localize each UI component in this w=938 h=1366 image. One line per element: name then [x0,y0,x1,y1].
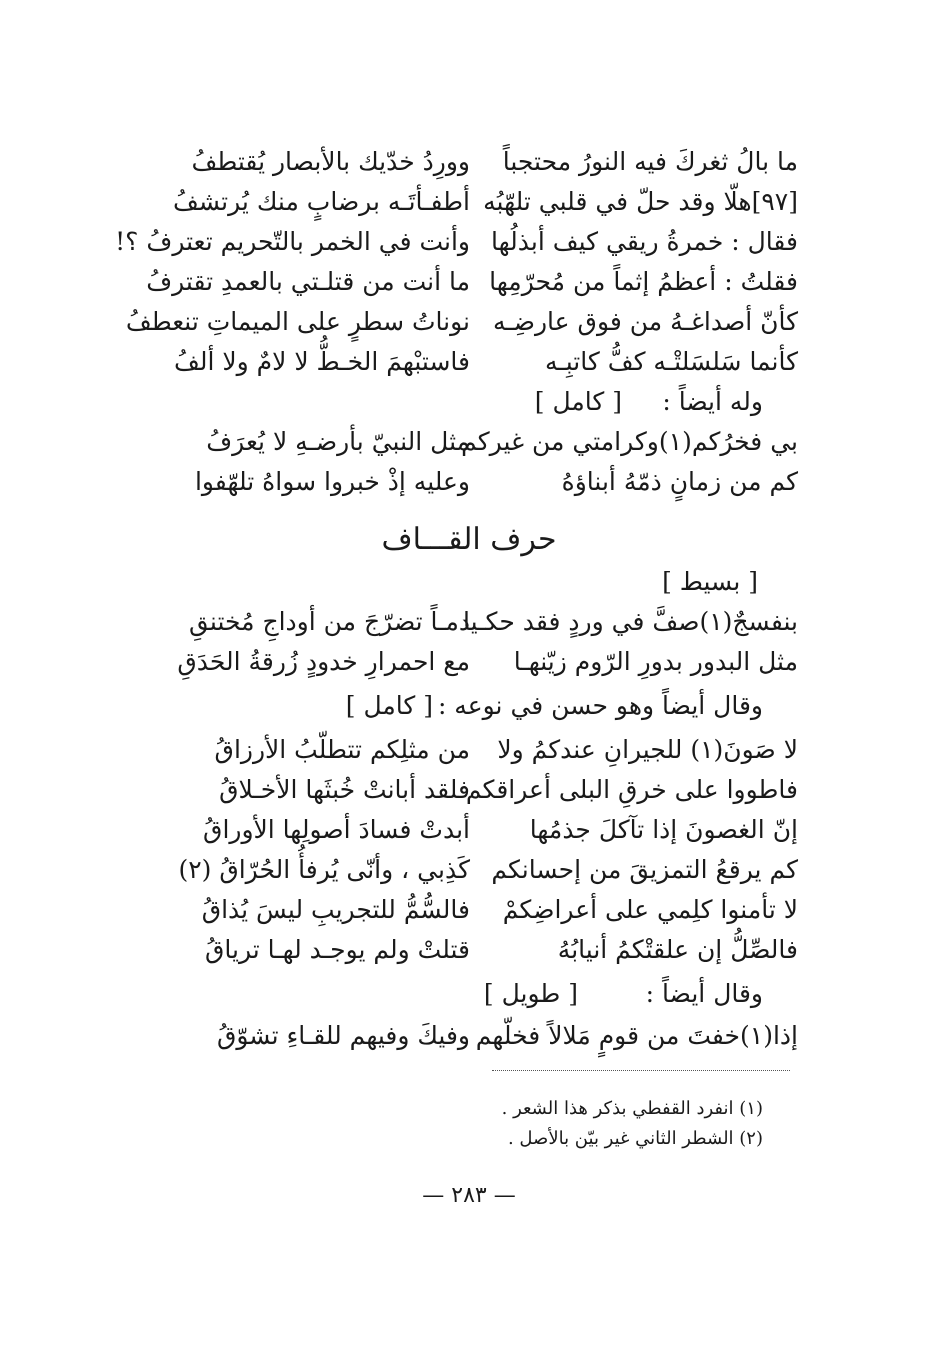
verse-hemistich-second: فاستبْهمَ الخـطُّ لا لامٌ ولا ألفُ [173,347,470,376]
footnote-divider [492,1070,790,1071]
intro-text: وله أيضاً : [662,387,763,416]
verse-hemistich-second: أبدتْ فسادَ أصولِها الأوراقُ [203,815,470,844]
verse-hemistich-second: أطفـأتَـه برضابٍ منك يُرتشفُ [173,187,470,216]
meter-label: [ بسيط ] [662,567,758,596]
verse-hemistich-first: كأنّ أصداغـهُ من فوق عارضِـه [493,307,798,336]
page-number: — ٢٨٣ — [422,1183,516,1208]
verse-hemistich-second: فلقد أبانتْ خُبثَها الأخـلاقُ [219,775,470,804]
verse-hemistich-first: [٩٧]هلّا وقد حلّ في قلبي تلهّبُه [483,187,798,216]
verse-hemistich-second: وعليه إذْ خبروا سواهُ تلهّفوا [194,467,470,496]
verse-hemistich-first: كأنما سَلسَلتْـه كفُّ كاتبِـه [545,347,798,376]
verse-hemistich-first: فاطووا على خرقِ البلى أعراقكم [465,775,798,804]
verse-hemistich-second: نوناتُ سطرٍ على الميماتِ تنعطفُ [125,307,470,336]
verse-hemistich-second: وفيكَ وفيهم للقـاءِ تشوّقُ [216,1021,470,1050]
verse-hemistich-first: لا صَونَ(١) للجيرانِ عندكمُ ولا [497,735,798,764]
verse-hemistich-first: فقلتُ : أعظمُ إثماً من مُحرّمِها [489,267,798,296]
meter-label: [ طويل ] [483,979,578,1008]
verse-hemistich-first: مثل البدور بدورِ الرّوم زيّنهـا [513,647,798,676]
verse-hemistich-second: فالسُّمُّ للتجريبِ ليسَ يُذاقُ [201,895,470,924]
verse-hemistich-first: إنّ الغصونَ إذا تآكلَ جذمُها [529,815,798,844]
section-title: حرف القـــاف [381,522,557,557]
verse-hemistich-second: قتلتْ ولم يوجـد لهـا ترياقُ [204,935,470,964]
intro-text: وقال أيضاً : [645,979,763,1008]
verse-hemistich-first: كم من زمانٍ ذمّهُ أبناؤهُ [561,467,798,496]
verse-hemistich-first: لا تأمنوا كلِمي على أعراضِكمْ [502,895,798,924]
verse-hemistich-first: كم يرقعُ التمزيقَ من إحسانكم [491,855,798,884]
meter-label: [ كامل ] [534,387,622,416]
verse-hemistich-first: بنفسجٌ(١)صفَّ في وردٍ فقد حكـيا [463,607,798,636]
footnote: (٢) الشطر الثاني غير بيّن بالأصل . [507,1128,763,1149]
verse-hemistich-first: ما بالُ ثغركَ فيه النورُ محتجباً [502,147,798,176]
intro-text: وقال أيضاً وهو حسن في نوعه : [437,691,763,720]
verse-hemistich-second: ما أنت من قتلـتي بالعمدِ تقترفُ [146,267,470,296]
footnote: (١) انفرد القفطي بذكر هذا الشعر . [501,1098,763,1119]
verse-hemistich-first: فالصِّلُّ إن علقتْكمُ أنيابُهُ [557,935,798,964]
verse-hemistich-first: فقال : خمرةُ ريقي كيف أبذلُها [491,227,798,256]
verse-hemistich-second: مع احمرارِ خدودٍ زُرقةُ الحَدَقِ [177,647,470,676]
verse-hemistich-second: وأنت في الخمر بالتّحريم تعترفُ ؟! [115,227,470,256]
meter-label: [ كامل ] [345,691,433,720]
verse-hemistich-first: إذا(١)خفتَ من قومٍ مَلالاً فخلّهم [475,1021,798,1050]
verse-hemistich-second: من مثلِكم تتطلّبُ الأرزاقُ [214,735,470,764]
verse-hemistich-second: دمـاً تضرّجَ من أوداجِ مُختنقِ [189,607,470,636]
verse-hemistich-second: مثل النبيّ بأرضـهِ لا يُعرَفُ [206,427,470,456]
verse-hemistich-first: بي فخرُكم(١)وكرامتي من غيركم [461,427,798,456]
verse-hemistich-second: كَذِبي ، وأنّى يُرفأُ الحُرّاقُ (٢) [178,855,470,884]
verse-hemistich-second: وورِدُ خدّيك بالأبصار يُقتطفُ [191,147,470,176]
